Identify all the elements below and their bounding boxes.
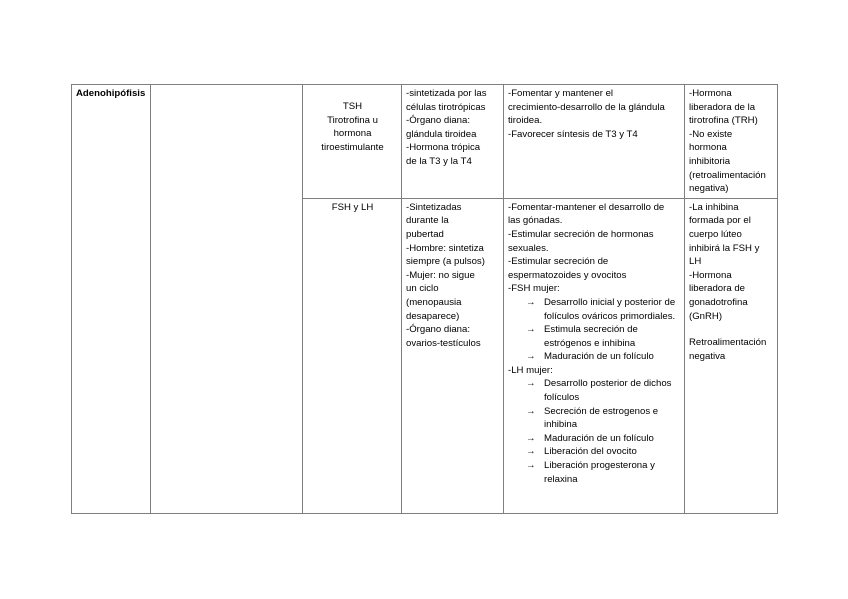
function-cell bbox=[504, 198, 685, 513]
regulation-line: LH bbox=[689, 256, 702, 268]
origin-line: -Mujer: no sigue bbox=[406, 269, 475, 281]
regulation-line: tirotrofina (TRH) bbox=[689, 115, 758, 127]
origin-line: ovarios-testículos bbox=[406, 337, 481, 349]
origin-line: glándula tiroidea bbox=[406, 128, 477, 140]
list-item bbox=[508, 350, 681, 364]
list-item-text: Desarrollo posterior de dichos folículos bbox=[544, 378, 672, 404]
regulation-line: -Hormona bbox=[689, 269, 732, 281]
origin-line: siempre (a pulsos) bbox=[406, 256, 485, 268]
function-line: -Fomentar y mantener el bbox=[508, 88, 614, 99]
list-item bbox=[508, 296, 681, 323]
list-item-text: Liberación del ovocito bbox=[544, 446, 637, 458]
regulation-line: cuerpo lúteo bbox=[689, 228, 742, 240]
regulation-line: -No existe bbox=[689, 128, 733, 140]
origin-line: pubertad bbox=[406, 228, 444, 240]
hormone-cell bbox=[303, 85, 402, 199]
fsh-heading: -FSH mujer: bbox=[508, 283, 560, 295]
origin-line: un ciclo bbox=[406, 283, 439, 295]
origin-line: -sintetizada por las bbox=[406, 88, 487, 99]
hormone-line: TSH bbox=[342, 101, 363, 112]
hormone-line: hormona bbox=[333, 128, 372, 140]
list-item bbox=[508, 432, 681, 446]
function-line: crecimiento-desarrollo de la glándula bbox=[508, 101, 665, 113]
origin-cell bbox=[402, 198, 504, 513]
hormone-line: Tirotrofina u bbox=[327, 114, 378, 126]
arrow-right-icon: → bbox=[526, 296, 536, 308]
list-item bbox=[508, 323, 681, 350]
list-item-text: Secreción de estrogenos e inhibina bbox=[544, 405, 659, 431]
regulation-cell bbox=[685, 198, 778, 513]
hormone-cell bbox=[303, 198, 402, 513]
list-item-text: Liberación progesterona y relaxina bbox=[544, 460, 655, 485]
function-line: -Fomentar-mantener el desarrollo de bbox=[508, 201, 665, 213]
arrow-right-icon: → bbox=[526, 405, 536, 417]
origin-line: -Sintetizadas bbox=[406, 201, 462, 213]
arrow-right-icon: → bbox=[526, 324, 536, 336]
function-line: espermatozoides y ovocitos bbox=[508, 269, 627, 281]
list-item-text: Maduración de un folículo bbox=[544, 432, 654, 444]
function-line: sexuales. bbox=[508, 242, 549, 254]
regulation-line: inhibitoria bbox=[689, 155, 731, 167]
function-line: tiroidea. bbox=[508, 115, 543, 127]
regulation-line: liberadora de la bbox=[689, 101, 756, 113]
hormone-table bbox=[71, 84, 778, 514]
arrow-right-icon: → bbox=[526, 460, 536, 472]
function-cell bbox=[504, 85, 685, 199]
origin-line: -Órgano diana: bbox=[406, 324, 470, 336]
section-title: Adenohipófisis bbox=[76, 88, 146, 99]
hormone-line: tiroestimulante bbox=[321, 141, 384, 153]
regulation-note: negativa bbox=[689, 350, 726, 362]
regulation-line: inhibirá la FSH y bbox=[689, 242, 760, 254]
list-item bbox=[508, 445, 681, 459]
regulation-line: -La inhibina bbox=[689, 201, 739, 213]
origin-cell bbox=[402, 85, 504, 199]
origin-line: -Hombre: sintetiza bbox=[406, 242, 484, 254]
regulation-line: (retroalimentación bbox=[689, 169, 766, 181]
list-item bbox=[508, 377, 681, 404]
origin-line: (menopausia bbox=[406, 296, 462, 308]
arrow-right-icon: → bbox=[526, 432, 536, 444]
origin-line: células tirotrópicas bbox=[406, 101, 486, 113]
origin-line: durante la bbox=[406, 215, 449, 227]
function-line: -Estimular secreción de bbox=[508, 256, 609, 268]
regulation-line: hormona bbox=[689, 142, 727, 154]
function-line: las gónadas. bbox=[508, 215, 563, 227]
lh-heading: -LH mujer: bbox=[508, 364, 553, 376]
regulation-line: (GnRH) bbox=[689, 310, 723, 322]
spacer bbox=[689, 323, 774, 336]
function-line: -Estimular secreción de hormonas bbox=[508, 228, 654, 240]
list-item-text: Estimula secreción de estrógenos e inhibina bbox=[544, 324, 638, 349]
regulation-cell bbox=[685, 85, 778, 199]
regulation-line: formada por el bbox=[689, 215, 751, 227]
origin-line: -Órgano diana: bbox=[406, 115, 470, 127]
hormone-line: FSH y LH bbox=[331, 201, 374, 213]
list-item-text: Maduración de un folículo bbox=[544, 351, 654, 363]
list-item bbox=[508, 405, 681, 432]
function-line: -Favorecer síntesis de T3 y T4 bbox=[508, 128, 638, 140]
origin-line: -Hormona trópica bbox=[406, 142, 481, 154]
list-item bbox=[508, 459, 681, 486]
arrow-right-icon: → bbox=[526, 378, 536, 390]
regulation-line: gonadotrofina bbox=[689, 296, 748, 308]
origin-line: de la T3 y la T4 bbox=[406, 155, 472, 167]
origin-line: desaparece) bbox=[406, 310, 460, 322]
regulation-note: Retroalimentación bbox=[689, 337, 767, 349]
arrow-right-icon: → bbox=[526, 351, 536, 363]
empty-cell bbox=[151, 85, 303, 514]
arrow-right-icon: → bbox=[526, 446, 536, 458]
table-row bbox=[72, 85, 778, 199]
list-item-text: Desarrollo inicial y posterior de folículos ováricos primordiales. bbox=[544, 296, 676, 322]
regulation-line: negativa) bbox=[689, 183, 729, 195]
regulation-line: liberadora de bbox=[689, 283, 746, 295]
regulation-line: -Hormona bbox=[689, 88, 732, 99]
section-cell bbox=[72, 85, 151, 514]
